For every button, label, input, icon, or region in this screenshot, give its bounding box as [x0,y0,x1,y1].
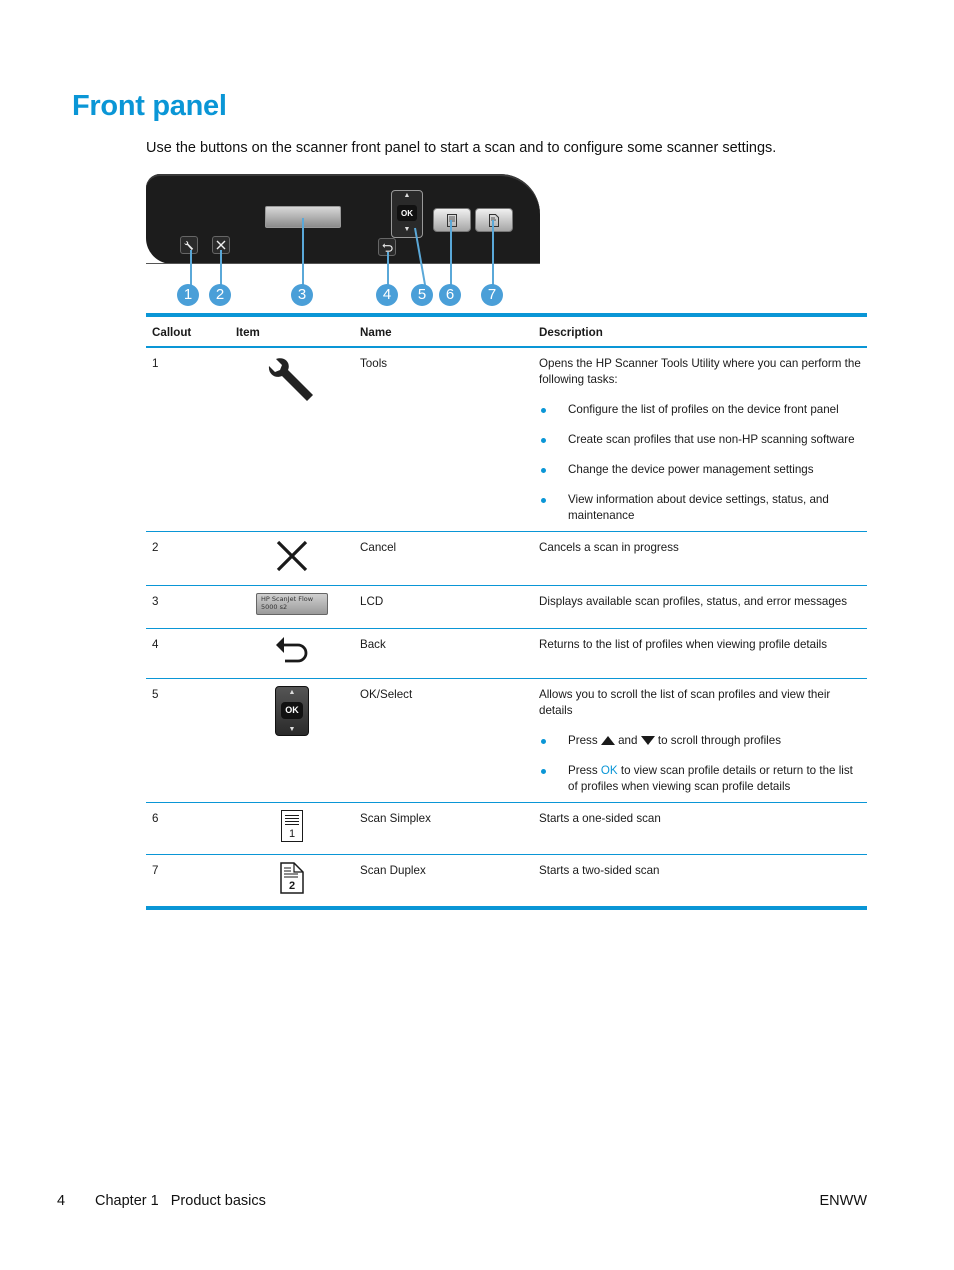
row-description [533,347,867,532]
duplex-digit: 2 [288,880,296,892]
row-item [230,855,354,909]
panel-scan-simplex-button [433,208,471,232]
row-name: Back [354,629,533,679]
panel-tools-button [180,236,198,254]
up-arrow-icon: ▲ [288,689,296,696]
list-item: Change the device power management settings [539,462,861,478]
list-item: Create scan profiles that use non-HP scanning software [539,432,861,448]
ok-select-icon [275,686,309,736]
down-triangle-icon [641,736,655,745]
list-item: View information about device settings, status, and maintenance [539,492,861,524]
footer-chapter: Chapter 1 Product basics [95,1193,266,1209]
lcd-display-icon [256,593,328,615]
leader-line [220,250,222,286]
panel-ok-select-button [391,190,423,238]
header-description: Description [533,315,867,347]
header-item: Item [230,315,354,347]
row-name: Tools [354,347,533,532]
scan-simplex-icon [281,810,303,842]
back-arrow-icon [382,242,393,253]
row-name: Scan Duplex [354,855,533,909]
row-description [533,803,867,855]
cancel-x-icon [216,240,226,250]
footer-doc-code: ENWW [819,1193,867,1209]
panel-ok-label: OK [397,205,417,221]
callout-5: 5 [411,284,433,306]
leader-line [450,220,452,286]
callout-7: 7 [481,284,503,306]
callout-1: 1 [177,284,199,306]
description-text: Starts a one-sided scan [539,812,661,825]
table-row [146,629,867,679]
row-name: Scan Simplex [354,803,533,855]
row-item [230,586,354,629]
row-callout: 7 [146,855,230,909]
wrench-icon [184,240,195,251]
press-text: Press [568,764,598,777]
row-name: Cancel [354,532,533,586]
row-description [533,629,867,679]
list-item [539,733,861,749]
row-callout: 6 [146,803,230,855]
table-row [146,803,867,855]
lcd-line-1: HP ScanJet Flow [261,595,314,603]
leader-line [492,220,494,286]
row-callout: 5 [146,679,230,803]
leader-line [387,252,389,286]
table-row [146,855,867,909]
task-list [539,402,861,524]
ok-action-text: to view scan profile details or return to the list of profiles when viewing scan profile details [568,764,853,793]
list-item [539,763,861,795]
row-callout: 1 [146,347,230,532]
panel-scan-duplex-button [475,208,513,232]
lcd-line-2: 5000 s2 [261,603,288,611]
press-text: Press [568,734,598,747]
ok-keyword: OK [600,764,618,777]
back-arrow-icon [275,636,309,666]
row-description [533,679,867,803]
description-text: Starts a two-sided scan [539,864,660,877]
up-triangle-icon [601,736,615,745]
simplex-digit: 1 [288,828,296,840]
row-name: LCD [354,586,533,629]
description-text: Cancels a scan in progress [539,541,679,554]
table-header-row [146,315,867,347]
down-arrow-icon: ▼ [403,226,411,233]
row-name: OK/Select [354,679,533,803]
row-description [533,586,867,629]
table-row [146,679,867,803]
scan-duplex-icon [489,214,499,227]
scan-simplex-icon [447,214,457,227]
ok-usage-list [539,733,861,795]
callout-6: 6 [439,284,461,306]
row-item [230,803,354,855]
row-description [533,532,867,586]
description-text: Allows you to scroll the list of scan profiles and view their details [539,688,831,717]
intro-text: Use the buttons on the scanner front panel to start a scan and to configure some scanner settings. [146,140,777,156]
row-callout: 4 [146,629,230,679]
cancel-x-icon [275,539,309,573]
leader-line [302,218,304,286]
page-title: Front panel [72,90,227,122]
row-item [230,347,354,532]
front-panel-table [146,313,867,910]
footer-page-number: 4 [57,1193,66,1209]
header-name: Name [354,315,533,347]
front-panel-figure [146,174,546,314]
table-row [146,586,867,629]
row-description [533,855,867,909]
description-text: Returns to the list of profiles when viewing profile details [539,638,828,651]
callout-4: 4 [376,284,398,306]
row-item [230,629,354,679]
leader-line [190,250,192,286]
scan-duplex-icon [280,862,304,894]
ok-label: OK [281,702,303,719]
list-item: Configure the list of profiles on the device front panel [539,402,861,418]
row-item [230,532,354,586]
wrench-icon [267,355,317,403]
row-callout: 2 [146,532,230,586]
table-row [146,347,867,532]
callout-2: 2 [209,284,231,306]
row-item [230,679,354,803]
description-text: Displays available scan profiles, status, and error messages [539,595,848,608]
and-text: and [618,734,638,747]
header-callout: Callout [146,315,230,347]
down-arrow-icon: ▼ [288,726,296,733]
description-text: Opens the HP Scanner Tools Utility where you can perform the following tasks: [539,357,861,386]
row-callout: 3 [146,586,230,629]
callout-3: 3 [291,284,313,306]
up-arrow-icon: ▲ [403,192,411,199]
scroll-text: to scroll through profiles [657,734,782,747]
table-row [146,532,867,586]
